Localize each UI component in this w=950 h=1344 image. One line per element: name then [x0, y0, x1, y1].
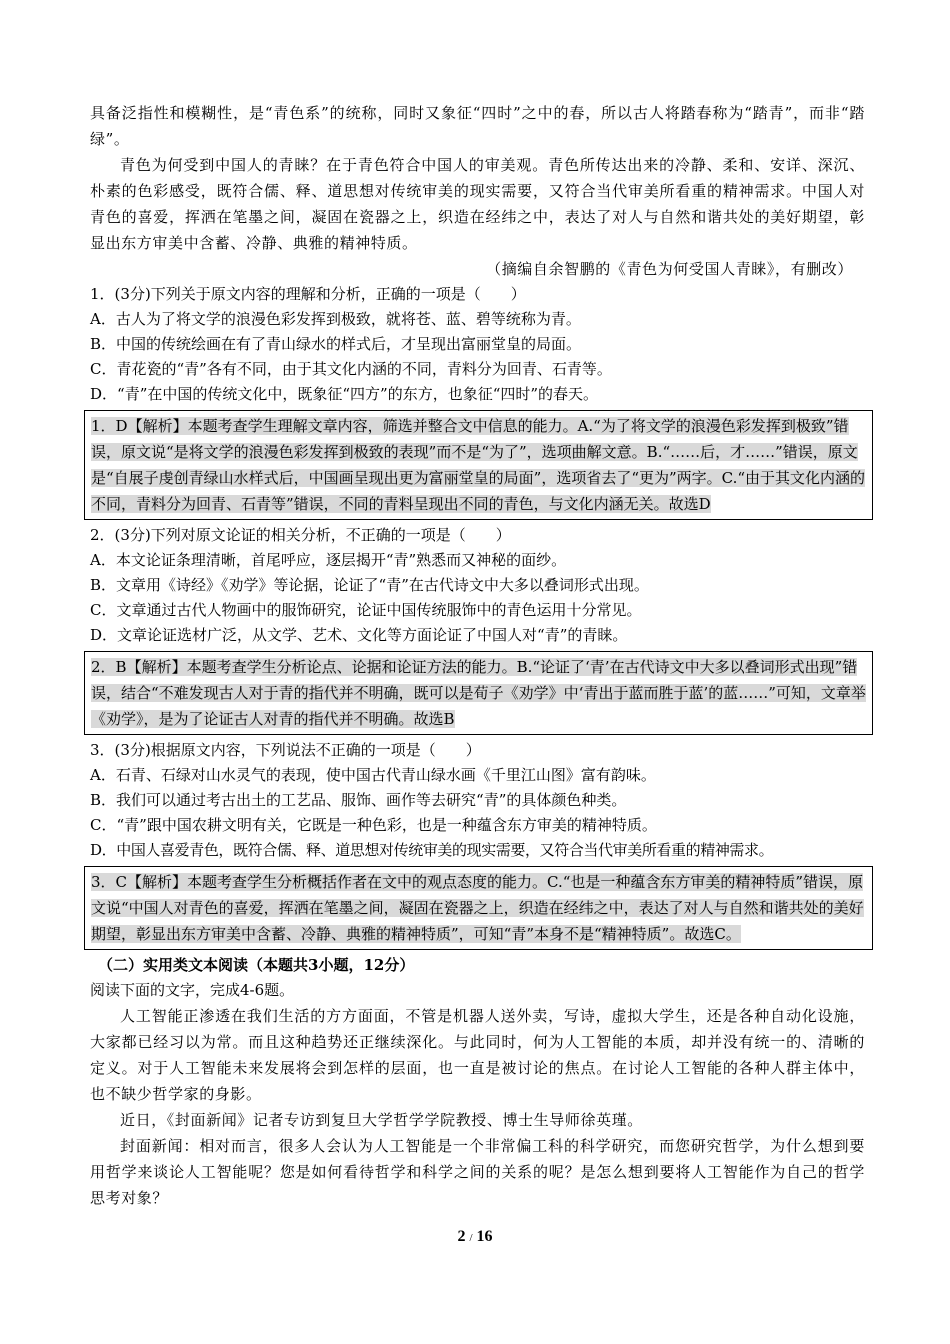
- answer-3-text: 3．C【解析】本题考查学生分析概括作者在文中的观点态度的能力。C.“也是一种蕴含东方审美的精神特质”错误，原文说“中国人对青色的喜爱，挥洒在笔墨之间，凝固在瓷器之上，织造在经纬之中，表达了对人与自然和谐共处的美好期望，彰显出东方审美中含蓄、冷静、典雅的精神特质”，可知“青”本身不是“精神特质”。故选C。: [91, 873, 864, 943]
- answer-box-1: [84, 410, 873, 520]
- passage-paragraph: 青色为何受到中国人的青睐？在于青色符合中国人的审美观。青色所传达出来的冷静、柔和、安详、深沉、朴素的色彩感受，既符合儒、释、道思想对传统审美的现实需要，又符合当代审美所看重的精神需求。中国人对青色的喜爱，挥洒在笔墨之间，凝固在瓷器之上，织造在经纬之中，表达了对人与自然和谐共处的美好期望，彰显出东方审美中含蓄、冷静、典雅的精神特质。: [90, 156, 865, 252]
- question-3-option-d: D．中国人喜爱青色，既符合儒、释、道思想对传统审美的现实需要，又符合当代审美所看重的精神需求。: [90, 841, 774, 859]
- current-page: 2: [457, 1228, 466, 1245]
- answer-box-2: [84, 651, 873, 735]
- passage-2-paragraph-2: 近日，《封面新闻》记者专访到复旦大学哲学学院教授、博士生导师徐英瑾。: [120, 1111, 643, 1129]
- question-3-stem: 3．(3分)根据原文内容，下列说法不正确的一项是（ ）: [90, 741, 481, 759]
- total-pages: 16: [476, 1228, 493, 1245]
- question-1-option-c: C．青花瓷的“青”各有不同，由于其文化内涵的不同，青料分为回青、石青等。: [90, 360, 612, 378]
- answer-2-text: 2．B【解析】本题考查学生分析论点、论据和论证方法的能力。B.“论证了‘青’在古代诗文中大多以叠词形式出现”错误，结合“不难发现古人对于青的指代并不明确，既可以是荀子《劝学》中‘青出于蓝而胜于蓝’的蓝……”可知，文章举《劝学》，是为了论证古人对青的指代并不明确。故选B: [91, 658, 866, 728]
- answer-1-text: 1．D【解析】本题考查学生理解文章内容，筛选并整合文中信息的能力。A.“为了将文学的浪漫色彩发挥到极致”错误，原文说“是将文学的浪漫色彩发挥到极致的表现”而不是“为了”，选项曲解文意。B.“……后，才……”错误，原文是“自展子虔创青绿山水样式后，中国画呈现出更为富丽堂皇的局面”，选项省去了“更为”两字。C.“由于其文化内涵的不同，青料分为回青、石青等”错误，不同的青料呈现出不同的青色，与文化内涵无关。故选D: [91, 417, 866, 513]
- question-1-option-b: B．中国的传统绘画在有了青山绿水的样式后，才呈现出富丽堂皇的局面。: [90, 335, 582, 353]
- page-number: [0, 1228, 950, 1246]
- section-2-instruction: 阅读下面的文字，完成4-6题。: [90, 981, 295, 999]
- page-separator: /: [469, 1232, 473, 1244]
- question-1-stem: 1．(3分)下列关于原文内容的理解和分析，正确的一项是（ ）: [90, 285, 526, 303]
- question-2-option-b: B．文章用《诗经》《劝学》等论据，论证了“青”在古代诗文中大多以叠词形式出现。: [90, 576, 649, 594]
- source-citation: （摘编自余智鹏的《青色为何受国人青睐》，有删改）: [486, 260, 853, 278]
- question-1-option-d: D．“青”在中国的传统文化中，既象征“四方”的东方，也象征“四时”的春天。: [90, 385, 599, 403]
- question-2-stem: 2．(3分)下列对原文论证的相关分析，不正确的一项是（ ）: [90, 526, 511, 544]
- question-2-option-d: D．文章论证选材广泛，从文学、艺术、文化等方面论证了中国人对“青”的青睐。: [90, 626, 628, 644]
- passage-2-paragraph-3: 封面新闻：相对而言，很多人会认为人工智能是一个非常偏工科的科学研究，而您研究哲学，为什么想到要用哲学来谈论人工智能呢？您是如何看待哲学和科学之间的关系的呢？是怎么想到要将人工智能作为自己的哲学思考对象？: [90, 1137, 865, 1207]
- question-3-option-a: A．石青、石绿对山水灵气的表现，使中国古代青山绿水画《千里江山图》富有韵味。: [90, 766, 656, 784]
- question-3-option-c: C．“青”跟中国农耕文明有关，它既是一种色彩，也是一种蕴含东方审美的精神特质。: [90, 816, 657, 834]
- section-2-title: （二）实用类文本阅读（本题共3小题，12分）: [98, 956, 415, 974]
- question-3-option-b: B．我们可以通过考古出土的工艺品、服饰、画作等去研究“青”的具体颜色种类。: [90, 791, 627, 809]
- question-1-option-a: A．古人为了将文学的浪漫色彩发挥到极致，就将苍、蓝、碧等统称为青。: [90, 310, 581, 328]
- answer-box-3: [84, 866, 873, 950]
- passage-continued-paragraph: 具备泛指性和模糊性，是“青色系”的统称，同时又象征“四时”之中的春，所以古人将踏春称为“踏青”，而非“踏绿”。: [90, 104, 865, 148]
- passage-2-paragraph-1: 人工智能正渗透在我们生活的方方面面，不管是机器人送外卖，写诗，虚拟大学生，还是各种自动化设施，大家都已经习以为常。而且这种趋势还正继续深化。与此同时，何为人工智能的本质，却并没有统一的、清晰的定义。对于人工智能未来发展将会到怎样的层面，也一直是被讨论的焦点。在讨论人工智能的各种人群主体中，也不缺少哲学家的身影。: [90, 1007, 865, 1103]
- question-2-option-c: C．文章通过古代人物画中的服饰研究，论证中国传统服饰中的青色运用十分常见。: [90, 601, 642, 619]
- page-content: [90, 100, 865, 1211]
- question-2-option-a: A．本文论证条理清晰，首尾呼应，逐层揭开“青”熟悉而又神秘的面纱。: [90, 551, 567, 569]
